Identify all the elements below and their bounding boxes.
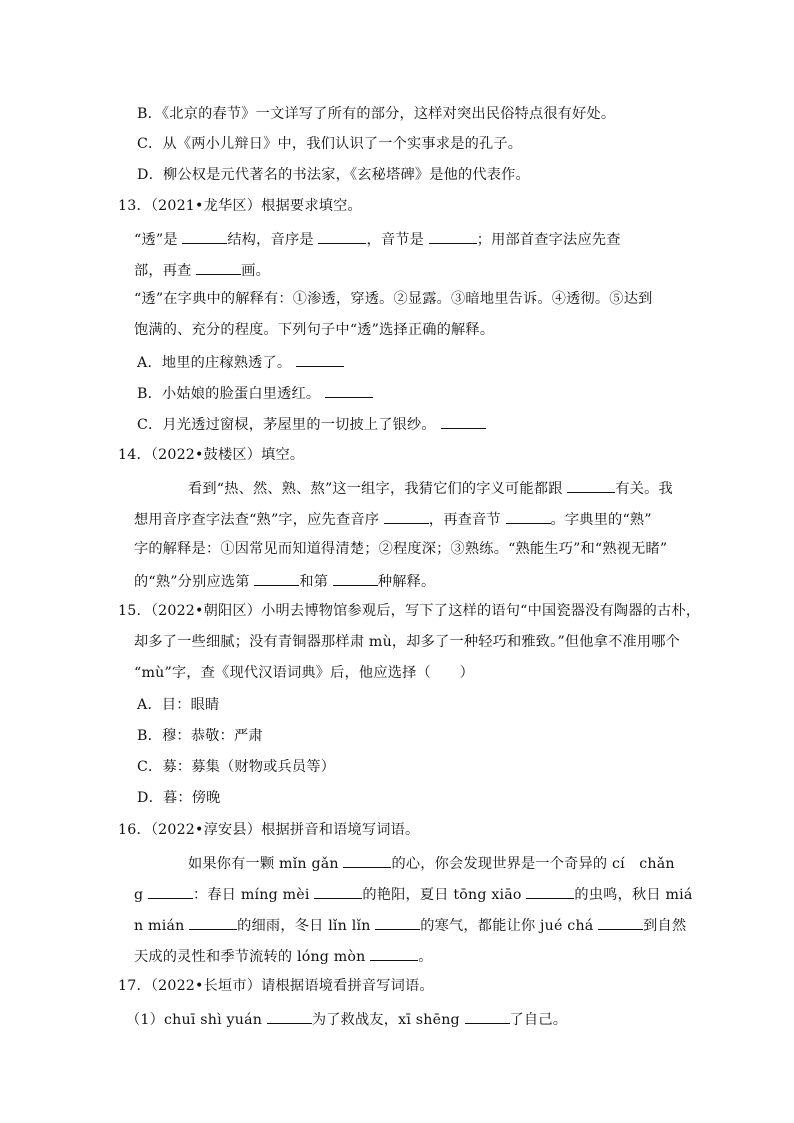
q13-text: ；用部首查字法应先查 xyxy=(476,232,621,248)
q16-text: 。 xyxy=(418,949,433,965)
q14-text: 想用音序查字法查“熟”字，应先查音序 xyxy=(134,512,380,528)
q14-line-3: 字的解释是：①因常见而知道得清楚；②程度深；③熟练。“熟能生巧”和“熟视无睹” xyxy=(134,541,668,557)
answer-blank[interactable] xyxy=(314,883,362,899)
q16-text: 的心，你会发现世界是一个奇异的 cí chǎn xyxy=(391,856,675,872)
q16-text: n mián xyxy=(134,918,185,934)
q14-text: 的“熟”分别应选第 xyxy=(134,574,250,590)
q15-line-1: 15．（2022•朝阳区）小明去博物馆参观后，写下了这样的语句“中国瓷器没有陶器的古朴， xyxy=(118,603,701,619)
answer-blank[interactable] xyxy=(375,914,420,930)
answer-blank[interactable] xyxy=(506,508,551,524)
q13-heading: 13．（2021•龙华区）根据要求填空。 xyxy=(118,198,362,214)
q14-text: 看到“热、然、熟、熬”这一组字，我猜它们的字义可能都跟 xyxy=(188,481,563,497)
q14-line-4 xyxy=(134,570,435,592)
q13-text: 结构，音序是 xyxy=(227,232,314,248)
q15-option-c[interactable]: C．募：募集（财物或兵员等） xyxy=(137,759,336,775)
q16-text: 天成的灵性和季节流转的 lóng mòn xyxy=(134,949,366,965)
q13-text: 画。 xyxy=(241,263,271,279)
answer-blank[interactable] xyxy=(465,1008,510,1024)
q15-option-d[interactable]: D．暮：傍晚 xyxy=(137,790,221,806)
q16-line-2 xyxy=(134,883,693,905)
answer-blank[interactable] xyxy=(370,945,418,961)
answer-blank[interactable] xyxy=(441,413,486,429)
q16-text: ：春日 míng mèi xyxy=(193,887,310,903)
q14-line-2 xyxy=(134,508,652,530)
answer-blank[interactable] xyxy=(148,883,193,899)
q16-text: g xyxy=(134,887,144,903)
q17-text: 了自己。 xyxy=(509,1012,568,1028)
q12-option-b: B．《北京的春节》一文详写了所有的部分，这样对突出民俗特点很有好处。 xyxy=(137,106,616,122)
answer-blank[interactable] xyxy=(267,1008,312,1024)
q15-option-b[interactable]: B．穆：恭敬：严肃 xyxy=(137,728,263,744)
q16-line-4 xyxy=(134,945,433,967)
q13-option-c-text: C．月光透过窗棂，茅屋里的一切披上了银纱。 xyxy=(137,417,436,433)
q15-option-a[interactable]: A．目：眼睛 xyxy=(137,697,220,713)
q16-text: 到自然 xyxy=(643,918,687,934)
q13-option-b-text: B．小姑娘的脸蛋白里透红。 xyxy=(137,386,321,402)
answer-blank[interactable] xyxy=(189,914,237,930)
q12-option-c: C．从《两小儿辩日》中，我们认识了一个实事求是的孔子。 xyxy=(137,136,523,152)
q16-line-1 xyxy=(188,852,675,874)
q12-option-d: D．柳公权是元代著名的书法家，《玄秘塔碑》是他的代表作。 xyxy=(137,167,530,183)
answer-blank[interactable] xyxy=(343,852,391,868)
q16-text: 的细雨，冬日 lǐn lǐn xyxy=(237,918,371,934)
q13-definition-line-2: 饱满的、充分的程度。下列句子中“透”选择正确的解释。 xyxy=(134,322,495,338)
q13-text: 部，再查 xyxy=(134,263,192,279)
answer-blank[interactable] xyxy=(296,351,344,367)
q17-heading: 17．（2022•长垣市）请根据语境看拼音写词语。 xyxy=(118,978,434,994)
q13-text: ，音节是 xyxy=(366,232,425,248)
q14-line-1 xyxy=(188,477,673,499)
q17-text: 为了救战友，xī shēng xyxy=(311,1012,460,1028)
q16-text: 如果你有一颗 mǐn gǎn xyxy=(188,856,339,872)
q13-line-1 xyxy=(134,228,621,250)
answer-blank[interactable] xyxy=(598,914,643,930)
q13-option-b xyxy=(137,382,373,404)
answer-blank[interactable] xyxy=(526,883,574,899)
q16-text: 的艳阳，夏日 tōng xiāo xyxy=(362,887,522,903)
q13-definition-line-1: “透”在字典中的解释有：①渗透，穿透。②显露。③暗地里告诉。④透彻。⑤达到 xyxy=(134,291,653,307)
q13-option-a-text: A．地里的庄稼熟透了。 xyxy=(137,355,292,371)
answer-blank[interactable] xyxy=(325,382,373,398)
q14-text: 有关。我 xyxy=(615,481,673,497)
q14-text: 种解释。 xyxy=(377,574,436,590)
answer-blank[interactable] xyxy=(333,570,378,586)
answer-blank[interactable] xyxy=(182,228,227,244)
q13-text: “透”是 xyxy=(134,232,178,248)
q13-option-c xyxy=(137,413,486,435)
q17-text: （1）chuī shì yuán xyxy=(126,1012,263,1028)
answer-blank[interactable] xyxy=(254,570,299,586)
q14-heading: 14．（2022•鼓楼区）填空。 xyxy=(118,447,305,463)
q15-line-3: “mù”字，查《现代汉语词典》后，他应选择（ ） xyxy=(134,665,475,681)
q14-text: 和第 xyxy=(299,574,329,590)
q14-text: ，再查音节 xyxy=(428,512,501,528)
q15-line-2: 却多了一些细腻；没有青铜器那样肃 mù，却多了一种轻巧和雅致。”但他拿不准用哪个 xyxy=(134,634,681,650)
q14-text: 。字典里的“熟” xyxy=(550,512,652,528)
q13-option-a xyxy=(137,351,344,373)
q16-heading: 16．（2022•淳安县）根据拼音和语境写词语。 xyxy=(118,822,420,838)
answer-blank[interactable] xyxy=(196,259,241,275)
q17-line-1 xyxy=(126,1008,567,1030)
answer-blank[interactable] xyxy=(429,228,477,244)
q16-line-3 xyxy=(134,914,686,936)
answer-blank[interactable] xyxy=(318,228,366,244)
q13-line-2 xyxy=(134,259,270,281)
answer-blank[interactable] xyxy=(567,477,615,493)
answer-blank[interactable] xyxy=(384,508,429,524)
q16-text: 的虫鸣，秋日 miá xyxy=(574,887,693,903)
q16-text: 的寒气，都能让你 jué chá xyxy=(420,918,594,934)
